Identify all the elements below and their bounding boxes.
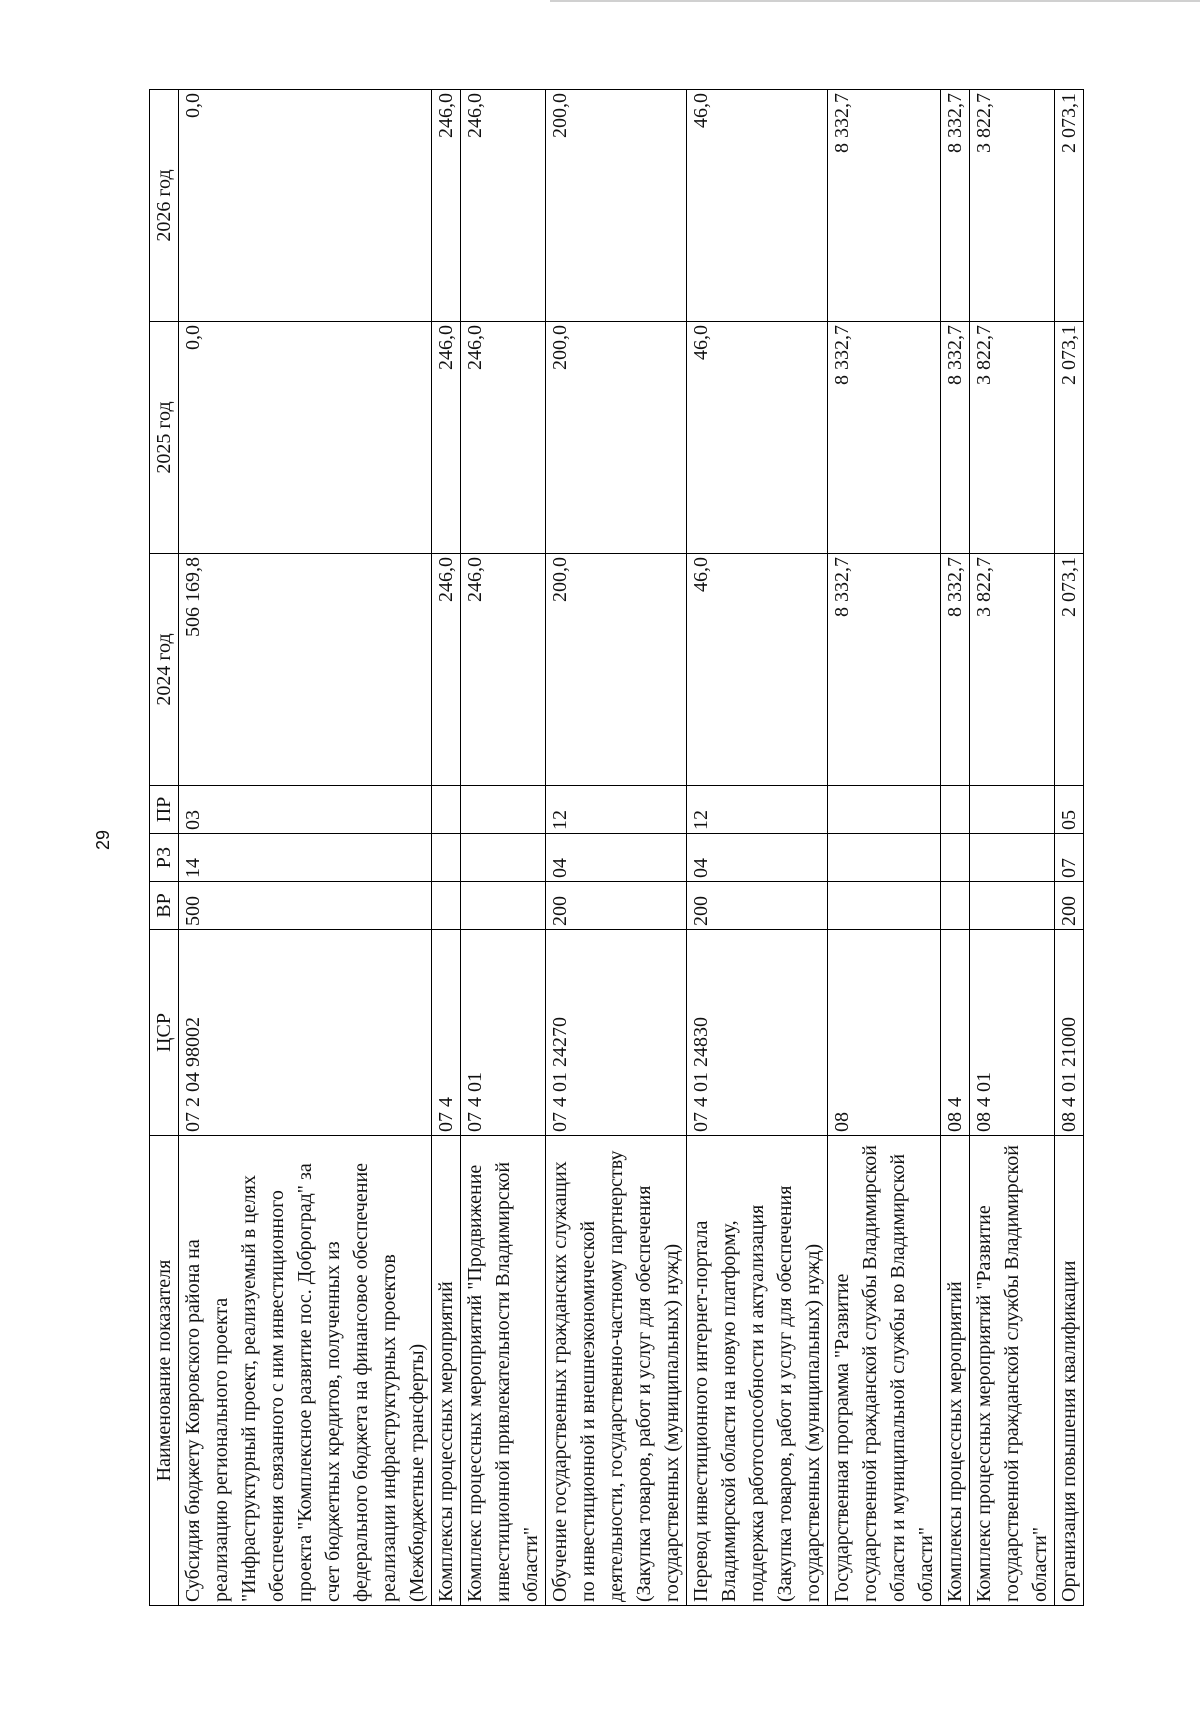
row-pr [432,786,461,834]
row-2026: 246,0 [461,90,546,322]
row-rz [432,834,461,882]
header-csr: ЦСР [150,930,179,1136]
row-rz [828,834,941,882]
table-row [687,90,828,1606]
row-name: Комплекс процессных мероприятий "Развитие государственной гражданской службы Владимирской области" [970,1136,1055,1606]
table-row [941,90,970,1606]
row-2026: 200,0 [546,90,687,322]
rotated-table-container [149,90,1111,1606]
row-rz: 14 [179,834,432,882]
row-2025: 2 073,1 [1055,322,1084,554]
row-csr: 07 4 01 24830 [687,930,828,1136]
row-2024: 8 332,7 [828,554,941,786]
table-row [432,90,461,1606]
row-pr: 12 [546,786,687,834]
row-2026: 246,0 [432,90,461,322]
table-row [461,90,546,1606]
row-2024: 46,0 [687,554,828,786]
row-vr [828,882,941,930]
table-row [546,90,687,1606]
table-row [1055,90,1084,1606]
row-rz: 04 [687,834,828,882]
header-name: Наименование показателя [150,1136,179,1606]
row-csr: 08 4 01 [970,930,1055,1136]
row-pr: 05 [1055,786,1084,834]
row-vr: 200 [546,882,687,930]
row-2024: 3 822,7 [970,554,1055,786]
row-name: Обучение государственных гражданских служащих по инвестиционной и внешнеэкономической деятельности, государственно-частному партнерству (Закупка товаров, работ и услуг для обеспечения государственных (муниципальных) нужд) [546,1136,687,1606]
row-name: Комплексы процессных мероприятий [432,1136,461,1606]
row-2025: 0,0 [179,322,432,554]
row-2025: 3 822,7 [970,322,1055,554]
row-pr: 12 [687,786,828,834]
row-2026: 2 073,1 [1055,90,1084,322]
header-row [150,90,179,1606]
row-vr [970,882,1055,930]
row-2025: 246,0 [461,322,546,554]
row-vr: 200 [687,882,828,930]
row-2026: 46,0 [687,90,828,322]
row-csr: 08 [828,930,941,1136]
row-pr [461,786,546,834]
row-pr: 03 [179,786,432,834]
row-2025: 200,0 [546,322,687,554]
header-2025: 2025 год [150,322,179,554]
row-2025: 246,0 [432,322,461,554]
row-csr: 07 4 01 [461,930,546,1136]
row-rz [970,834,1055,882]
row-2024: 8 332,7 [941,554,970,786]
row-csr: 07 4 [432,930,461,1136]
row-csr: 07 2 04 98002 [179,930,432,1136]
row-name: Комплексы процессных мероприятий [941,1136,970,1606]
header-2026: 2026 год [150,90,179,322]
row-pr [941,786,970,834]
row-2024: 246,0 [432,554,461,786]
row-vr: 200 [1055,882,1084,930]
row-name: Субсидия бюджету Ковровского района на реализацию регионального проекта "Инфраструктурный проект, реализуемый в целях обеспечения связанного с ним инвестиционного проекта "Комплексное развитие пос. Доброград" за счет бюджетных кредитов, полученных из федерального бюджета на финансовое обеспечение реализации инфраструктурных проектов (Межбюджетные трансферты) [179,1136,432,1606]
row-rz [461,834,546,882]
row-pr [970,786,1055,834]
row-2025: 46,0 [687,322,828,554]
row-vr [432,882,461,930]
page-number: 29 [93,829,113,851]
table-row [179,90,432,1606]
header-rz: РЗ [150,834,179,882]
row-rz: 07 [1055,834,1084,882]
table-row [970,90,1055,1606]
row-name: Государственная программа "Развитие государственной гражданской службы Владимирской области и муниципальной службы во Владимирской области" [828,1136,941,1606]
row-2025: 8 332,7 [941,322,970,554]
row-2024: 506 169,8 [179,554,432,786]
row-rz: 04 [546,834,687,882]
row-name: Организация повышения квалификации [1055,1136,1084,1606]
table-row [828,90,941,1606]
budget-table [149,89,1084,1606]
row-2024: 200,0 [546,554,687,786]
row-vr: 500 [179,882,432,930]
row-rz [941,834,970,882]
row-2024: 246,0 [461,554,546,786]
header-pr: ПР [150,786,179,834]
row-2024: 2 073,1 [1055,554,1084,786]
row-vr [941,882,970,930]
row-name: Перевод инвестиционного интернет-портала Владимирской области на новую платформу, поддержка работоспособности и актуализация (Закупка товаров, работ и услуг для обеспечения государственных (муниципальных) нужд) [687,1136,828,1606]
row-vr [461,882,546,930]
scan-edge-line [550,0,1200,2]
row-csr: 08 4 01 21000 [1055,930,1084,1136]
row-2026: 8 332,7 [941,90,970,322]
row-2025: 8 332,7 [828,322,941,554]
row-name: Комплекс процессных мероприятий "Продвижение инвестиционной привлекательности Владимирской области" [461,1136,546,1606]
row-csr: 07 4 01 24270 [546,930,687,1136]
header-2024: 2024 год [150,554,179,786]
row-2026: 3 822,7 [970,90,1055,322]
header-vr: ВР [150,882,179,930]
row-2026: 8 332,7 [828,90,941,322]
row-2026: 0,0 [179,90,432,322]
row-csr: 08 4 [941,930,970,1136]
row-pr [828,786,941,834]
